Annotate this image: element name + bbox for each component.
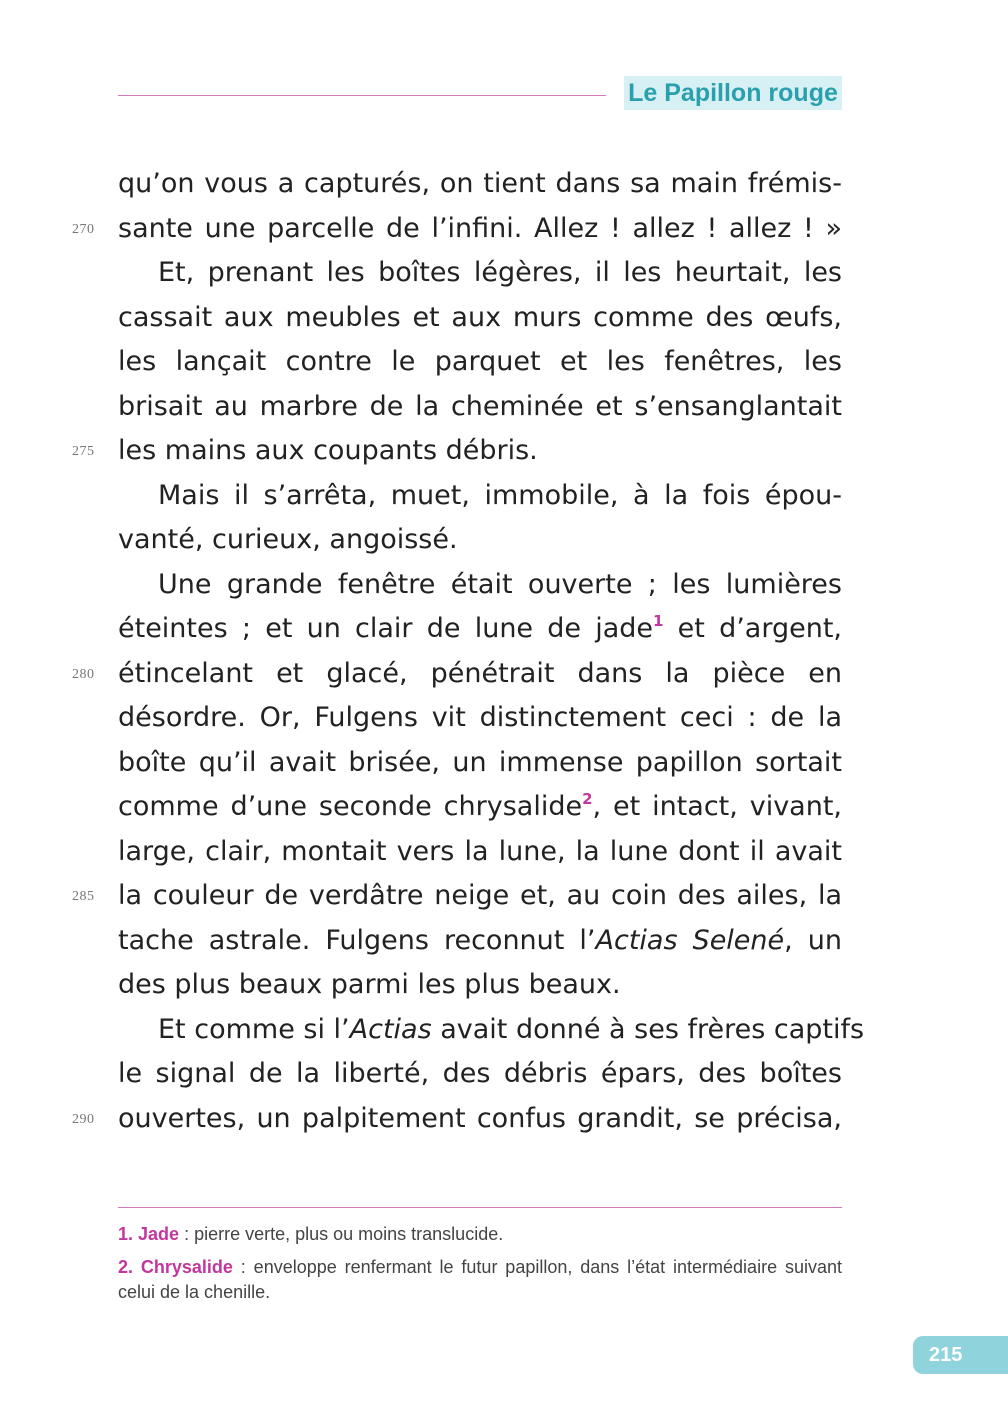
text-line	[118, 696, 842, 741]
footnote-2	[118, 1255, 842, 1305]
line-number: 290	[72, 1111, 95, 1127]
line-text: large, clair, montait vers la lune, la lune dont il avait	[118, 835, 842, 867]
text-line	[72, 207, 842, 252]
text-line	[118, 830, 842, 875]
text-line	[118, 563, 842, 608]
line-text-part: tache astrale. Fulgens reconnut l’	[118, 924, 596, 956]
line-text-part: et d’argent,	[663, 613, 842, 644]
text-line	[118, 296, 842, 341]
line-number: 280	[72, 666, 95, 682]
footnote-term: Chrysalide	[140, 1257, 233, 1277]
line-text: désordre. Or, Fulgens vit distinctement ceci : de la	[118, 702, 842, 733]
text-line	[118, 1052, 842, 1097]
body-text	[72, 162, 865, 1141]
line-text-part: , et intact, vivant,	[592, 791, 842, 822]
line-text: brisait au marbre de la cheminée et s’ensanglantait	[118, 390, 842, 422]
line-text: ouvertes, un palpitement confus grandit, se précisa,	[118, 1102, 842, 1134]
line-text: étincelant et glacé, pénétrait dans la pièce en	[118, 657, 842, 689]
italic-term: Actias	[349, 1013, 432, 1045]
text-line	[118, 1008, 865, 1053]
text-line	[118, 340, 842, 385]
line-text-part: , un	[784, 924, 843, 956]
footnote-ref: 1	[653, 612, 664, 630]
line-number: 270	[72, 221, 95, 237]
footnote-ref: 2	[582, 790, 593, 808]
line-text: Une grande fenêtre était ouverte ; les lumières	[158, 568, 842, 600]
line-text: cassait aux meubles et aux murs comme des œufs,	[118, 301, 842, 333]
footnote-number: 2.	[118, 1257, 134, 1277]
text-line	[118, 474, 842, 519]
line-number: 285	[72, 889, 95, 904]
text-line	[72, 652, 842, 697]
text-line	[72, 429, 842, 474]
footnote-1	[118, 1222, 842, 1247]
page-number: 215	[913, 1336, 1008, 1374]
line-text: vanté, curieux, angoissé.	[118, 524, 458, 555]
text-line	[118, 385, 842, 430]
line-text: des plus beaux parmi les plus beaux.	[118, 969, 621, 1000]
line-text-part: éteintes ; et un clair de lune de jade	[118, 613, 654, 644]
text-line	[118, 963, 842, 1008]
line-text: les mains aux coupants débris.	[118, 435, 538, 466]
line-text: sante une parcelle de l’infini. Allez ! allez ! allez ! »	[118, 212, 842, 244]
italic-term: Actias Selené	[595, 924, 785, 956]
footnote-definition: : enveloppe renfermant le futur papillon, dans l’état intermédiaire suivant celui de la chenille.	[118, 1257, 842, 1302]
text-line	[118, 251, 842, 296]
header-rule	[118, 95, 606, 96]
text-line	[72, 1097, 842, 1142]
text-line	[118, 162, 842, 207]
line-text: boîte qu’il avait brisée, un immense papillon sortait	[118, 746, 842, 778]
line-text: le signal de la liberté, des débris épars, des boîtes	[118, 1058, 842, 1089]
footnote-number: 1.	[118, 1224, 134, 1244]
footnotes	[118, 1222, 842, 1313]
text-line	[118, 785, 842, 830]
text-line	[72, 874, 842, 919]
footnote-definition: : pierre verte, plus ou moins translucide.	[179, 1224, 504, 1244]
text-line	[118, 607, 842, 652]
text-line	[118, 919, 842, 964]
line-number: 275	[72, 444, 95, 459]
line-text: Mais il s’arrêta, muet, immobile, à la fois épou-	[158, 479, 842, 511]
text-line	[118, 741, 842, 786]
line-text-part: Et comme si l’	[158, 1013, 350, 1045]
text-line	[118, 518, 842, 563]
line-text: qu’on vous a capturés, on tient dans sa main frémis-	[118, 168, 842, 199]
footnote-term: Jade	[138, 1224, 180, 1244]
line-text-part: comme d’une seconde chrysalide	[118, 791, 583, 822]
line-text: Et, prenant les boîtes légères, il les heurtait, les	[158, 257, 842, 288]
running-header-title: Le Papillon rouge	[624, 76, 842, 110]
line-text-part: avait donné à ses frères captifs	[431, 1013, 865, 1045]
footnote-rule	[118, 1207, 842, 1208]
line-text: la couleur de verdâtre neige et, au coin des ailes, la	[118, 880, 842, 911]
line-text: les lançait contre le parquet et les fenêtres, les	[118, 346, 842, 377]
